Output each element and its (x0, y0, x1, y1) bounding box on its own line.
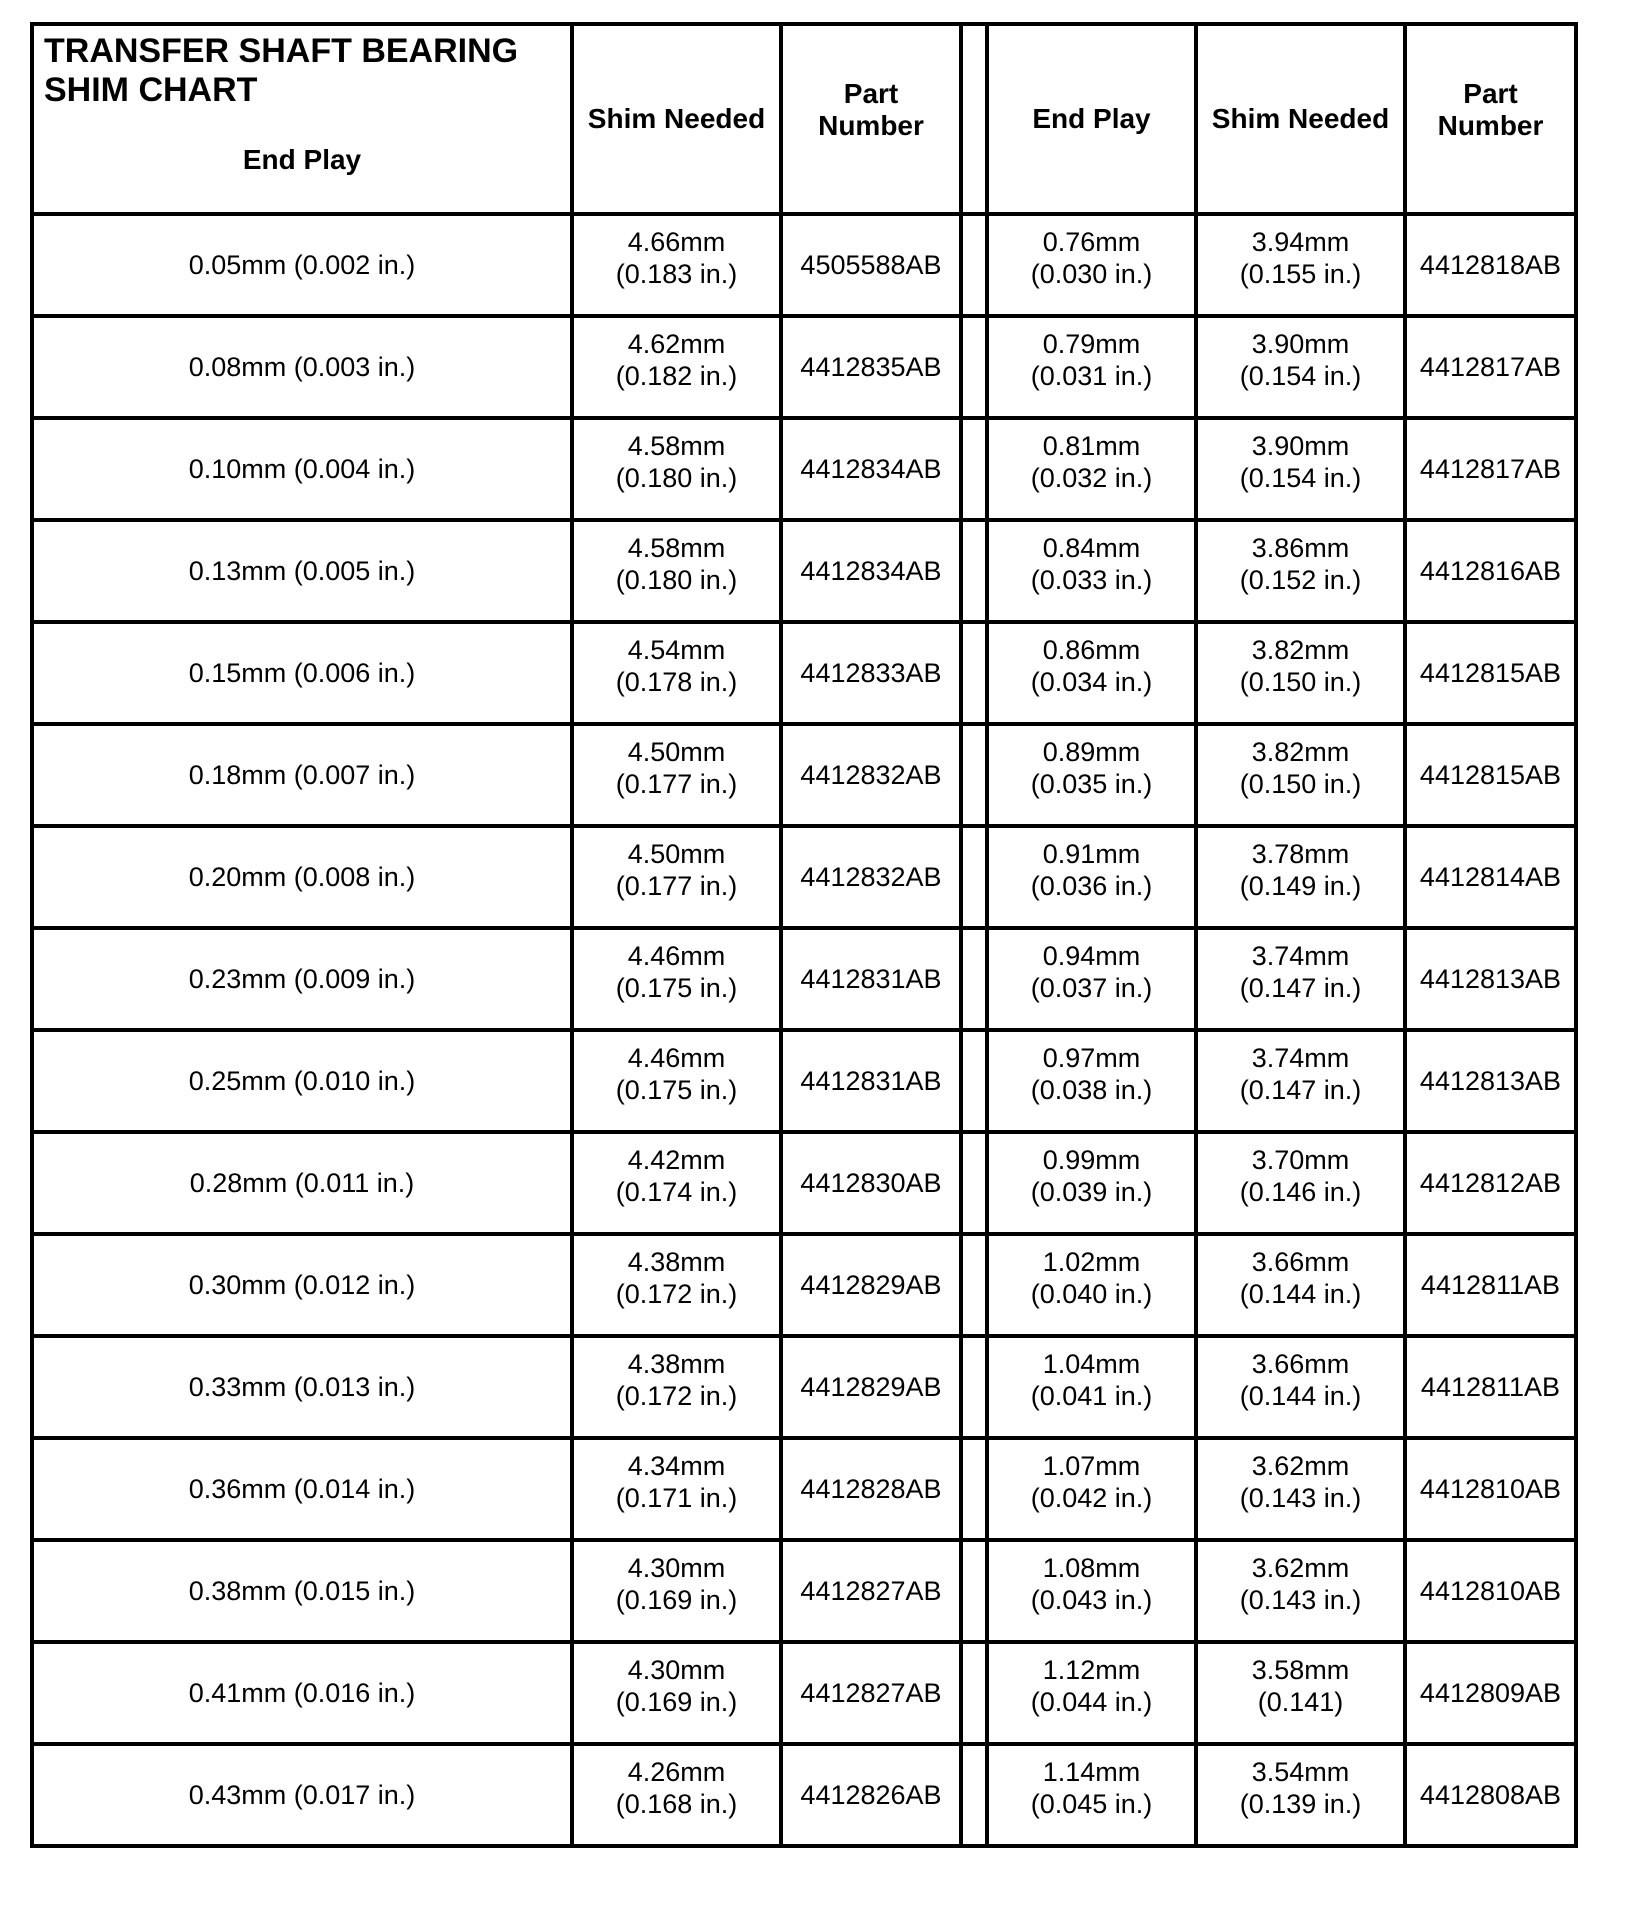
column-divider (961, 622, 987, 724)
end-play-cell (32, 418, 572, 520)
end-play-mm-value: 1.08mm (1042, 1553, 1141, 1583)
shim-mm-value: 4.38mm (627, 1349, 726, 1379)
part-number-cell (781, 826, 961, 928)
end-play-cell (987, 214, 1196, 316)
shim-needed-cell (572, 214, 781, 316)
end-play-cell (32, 1438, 572, 1540)
end-play-mm-value: 1.12mm (1042, 1655, 1141, 1685)
table-row (32, 1132, 1576, 1234)
column-divider (961, 1438, 987, 1540)
shim-in-value: (0.152 in.) (1239, 565, 1362, 595)
part-number-cell (1405, 1030, 1576, 1132)
shim-in-value: (0.172 in.) (615, 1279, 738, 1309)
part-number-cell (781, 1234, 961, 1336)
shim-in-value: (0.150 in.) (1239, 667, 1362, 697)
part-number-value: 4412829AB (800, 1372, 942, 1402)
shim-in-value: (0.175 in.) (615, 1075, 738, 1105)
column-divider (961, 724, 987, 826)
part-number-value: 4412828AB (800, 1474, 942, 1504)
part-number-value: 4412834AB (800, 454, 942, 484)
shim-in-value: (0.144 in.) (1239, 1279, 1362, 1309)
part-number-cell (1405, 1336, 1576, 1438)
part-number-cell (781, 1642, 961, 1744)
end-play-cell (987, 1438, 1196, 1540)
shim-in-value: (0.139 in.) (1239, 1789, 1362, 1819)
end-play-in-value: (0.037 in.) (1030, 973, 1153, 1003)
column-divider (961, 928, 987, 1030)
end-play-cell (32, 1642, 572, 1744)
part-number-cell (1405, 928, 1576, 1030)
table-row (32, 520, 1576, 622)
shim-mm-value: 3.66mm (1251, 1247, 1350, 1277)
shim-in-value: (0.183 in.) (615, 259, 738, 289)
shim-mm-value: 4.58mm (627, 431, 726, 461)
shim-mm-value: 4.50mm (627, 737, 726, 767)
shim-needed-cell (572, 418, 781, 520)
part-number-cell (781, 1438, 961, 1540)
shim-mm-value: 4.58mm (627, 533, 726, 563)
table-row (32, 418, 1576, 520)
table-row (32, 1438, 1576, 1540)
part-number-cell (781, 622, 961, 724)
table-row (32, 316, 1576, 418)
end-play-mm-value: 0.86mm (1042, 635, 1141, 665)
end-play-mm-value: 0.99mm (1042, 1145, 1141, 1175)
part-number-value: 4412832AB (800, 760, 942, 790)
end-play-value: 0.15mm (0.006 in.) (188, 658, 416, 688)
end-play-cell (32, 1030, 572, 1132)
part-number-value: 4412814AB (1419, 862, 1562, 892)
part-number-cell (781, 316, 961, 418)
end-play-value: 0.38mm (0.015 in.) (188, 1576, 416, 1606)
part-number-value: 4412810AB (1419, 1474, 1562, 1504)
end-play-in-value: (0.041 in.) (1030, 1381, 1153, 1411)
table-row (32, 826, 1576, 928)
shim-in-value: (0.155 in.) (1239, 259, 1362, 289)
part-number-cell (781, 1132, 961, 1234)
end-play-value: 0.25mm (0.010 in.) (188, 1066, 416, 1096)
table-row (32, 724, 1576, 826)
end-play-cell (987, 1540, 1196, 1642)
end-play-cell (32, 928, 572, 1030)
shim-in-value: (0.149 in.) (1239, 871, 1362, 901)
header-end-play-right (987, 24, 1196, 214)
column-divider (961, 1642, 987, 1744)
shim-in-value: (0.180 in.) (615, 565, 738, 595)
end-play-cell (987, 520, 1196, 622)
table-row (32, 1642, 1576, 1744)
part-number-cell (781, 724, 961, 826)
table-row (32, 1540, 1576, 1642)
shim-mm-value: 4.34mm (627, 1451, 726, 1481)
end-play-value: 0.41mm (0.016 in.) (188, 1678, 416, 1708)
shim-needed-cell (572, 622, 781, 724)
end-play-cell (987, 826, 1196, 928)
shim-needed-cell (1196, 1132, 1405, 1234)
end-play-cell (32, 826, 572, 928)
table-row (32, 1234, 1576, 1336)
end-play-mm-value: 0.91mm (1042, 839, 1141, 869)
part-number-value: 4412815AB (1419, 658, 1562, 688)
shim-in-value: (0.143 in.) (1239, 1483, 1362, 1513)
shim-in-value: (0.182 in.) (615, 361, 738, 391)
part-number-value: 4412812AB (1419, 1168, 1562, 1198)
shim-in-value: (0.174 in.) (615, 1177, 738, 1207)
end-play-in-value: (0.039 in.) (1030, 1177, 1153, 1207)
end-play-value: 0.43mm (0.017 in.) (188, 1780, 416, 1810)
shim-in-value: (0.177 in.) (615, 871, 738, 901)
end-play-cell (987, 316, 1196, 418)
part-number-cell (781, 1030, 961, 1132)
end-play-in-value: (0.040 in.) (1030, 1279, 1153, 1309)
shim-in-value: (0.141) (1257, 1687, 1344, 1717)
shim-needed-cell (1196, 418, 1405, 520)
shim-mm-value: 4.30mm (627, 1655, 726, 1685)
shim-needed-cell (1196, 1234, 1405, 1336)
shim-mm-value: 3.82mm (1251, 635, 1350, 665)
table-row (32, 928, 1576, 1030)
end-play-cell (987, 1030, 1196, 1132)
part-number-cell (1405, 826, 1576, 928)
shim-in-value: (0.180 in.) (615, 463, 738, 493)
table-row (32, 622, 1576, 724)
column-divider (961, 1336, 987, 1438)
end-play-in-value: (0.035 in.) (1030, 769, 1153, 799)
end-play-in-value: (0.036 in.) (1030, 871, 1153, 901)
part-number-value: 4412809AB (1419, 1678, 1562, 1708)
shim-in-value: (0.169 in.) (615, 1585, 738, 1615)
shim-needed-cell (572, 724, 781, 826)
column-divider (961, 316, 987, 418)
part-number-cell (1405, 214, 1576, 316)
shim-needed-cell (1196, 1744, 1405, 1846)
shim-mm-value: 3.86mm (1251, 533, 1350, 563)
end-play-value: 0.33mm (0.013 in.) (188, 1372, 416, 1402)
table-row (32, 1030, 1576, 1132)
end-play-cell (32, 622, 572, 724)
part-number-cell (781, 1540, 961, 1642)
shim-in-value: (0.177 in.) (615, 769, 738, 799)
shim-mm-value: 4.26mm (627, 1757, 726, 1787)
part-number-value: 4412816AB (1419, 556, 1562, 586)
shim-needed-cell (572, 1030, 781, 1132)
end-play-cell (32, 1234, 572, 1336)
shim-mm-value: 3.74mm (1251, 1043, 1350, 1073)
shim-mm-value: 3.58mm (1251, 1655, 1350, 1685)
header-part-number-right (1405, 24, 1576, 214)
part-number-value: 4412818AB (1419, 250, 1562, 280)
shim-needed-cell (1196, 1540, 1405, 1642)
shim-in-value: (0.143 in.) (1239, 1585, 1362, 1615)
end-play-cell (987, 622, 1196, 724)
part-number-cell (1405, 316, 1576, 418)
end-play-mm-value: 1.07mm (1042, 1451, 1141, 1481)
end-play-value: 0.08mm (0.003 in.) (188, 352, 416, 382)
end-play-mm-value: 0.94mm (1042, 941, 1141, 971)
column-divider (961, 826, 987, 928)
end-play-cell (987, 418, 1196, 520)
shim-in-value: (0.168 in.) (615, 1789, 738, 1819)
shim-needed-cell (572, 826, 781, 928)
column-divider (961, 1030, 987, 1132)
column-divider (961, 1744, 987, 1846)
part-number-cell (781, 418, 961, 520)
shim-mm-value: 4.66mm (627, 227, 726, 257)
end-play-mm-value: 0.84mm (1042, 533, 1141, 563)
header-shim-needed-right-label: Shim Needed (1211, 103, 1390, 134)
part-number-cell (1405, 1642, 1576, 1744)
part-number-value: 4412811AB (1420, 1372, 1561, 1402)
part-number-value: 4412831AB (800, 964, 942, 994)
shim-mm-value: 4.50mm (627, 839, 726, 869)
column-divider (961, 214, 987, 316)
end-play-value: 0.10mm (0.004 in.) (188, 454, 416, 484)
end-play-cell (987, 1234, 1196, 1336)
part-number-value: 4412826AB (800, 1780, 942, 1810)
end-play-value: 0.05mm (0.002 in.) (188, 250, 416, 280)
shim-in-value: (0.150 in.) (1239, 769, 1362, 799)
shim-in-value: (0.172 in.) (615, 1381, 738, 1411)
shim-in-value: (0.146 in.) (1239, 1177, 1362, 1207)
end-play-cell (987, 1132, 1196, 1234)
end-play-in-value: (0.042 in.) (1030, 1483, 1153, 1513)
shim-needed-cell (572, 520, 781, 622)
shim-mm-value: 3.62mm (1251, 1553, 1350, 1583)
part-number-value: 4412813AB (1419, 1066, 1562, 1096)
shim-mm-value: 3.90mm (1251, 431, 1350, 461)
shim-in-value: (0.169 in.) (615, 1687, 738, 1717)
shim-needed-cell (1196, 316, 1405, 418)
shim-needed-cell (1196, 1438, 1405, 1540)
header-shim-needed-right (1196, 24, 1405, 214)
part-number-value: 4412811AB (1420, 1270, 1561, 1300)
column-divider (961, 1540, 987, 1642)
shim-mm-value: 3.54mm (1251, 1757, 1350, 1787)
end-play-cell (32, 1336, 572, 1438)
part-number-value: 4412832AB (800, 862, 942, 892)
shim-needed-cell (572, 1336, 781, 1438)
column-divider (961, 418, 987, 520)
end-play-value: 0.18mm (0.007 in.) (188, 760, 416, 790)
shim-mm-value: 4.46mm (627, 1043, 726, 1073)
chart-title: TRANSFER SHAFT BEARING SHIM CHART (44, 32, 519, 109)
shim-in-value: (0.171 in.) (615, 1483, 738, 1513)
part-number-value: 4412810AB (1419, 1576, 1562, 1606)
part-number-cell (781, 214, 961, 316)
end-play-cell (32, 316, 572, 418)
part-number-value: 4412829AB (800, 1270, 942, 1300)
end-play-in-value: (0.044 in.) (1030, 1687, 1153, 1717)
end-play-in-value: (0.032 in.) (1030, 463, 1153, 493)
shim-in-value: (0.178 in.) (615, 667, 738, 697)
part-number-value: 4412817AB (1419, 352, 1562, 382)
shim-mm-value: 4.62mm (627, 329, 726, 359)
part-number-value: 4412827AB (800, 1576, 942, 1606)
header-end-play-left: End Play (242, 144, 362, 175)
end-play-cell (32, 214, 572, 316)
header-row (32, 24, 1576, 214)
shim-needed-cell (572, 1132, 781, 1234)
header-part-number-left-label: Part Number (818, 78, 924, 141)
shim-needed-cell (1196, 1030, 1405, 1132)
part-number-value: 4412831AB (800, 1066, 942, 1096)
shim-mm-value: 3.90mm (1251, 329, 1350, 359)
end-play-cell (32, 1540, 572, 1642)
part-number-cell (781, 1336, 961, 1438)
end-play-value: 0.28mm (0.011 in.) (189, 1168, 415, 1198)
column-divider (961, 520, 987, 622)
part-number-value: 4412835AB (800, 352, 942, 382)
part-number-value: 4412813AB (1419, 964, 1562, 994)
part-number-cell (781, 1744, 961, 1846)
shim-needed-cell (1196, 826, 1405, 928)
part-number-cell (1405, 418, 1576, 520)
header-shim-needed-left (572, 24, 781, 214)
shim-needed-cell (572, 928, 781, 1030)
end-play-cell (987, 928, 1196, 1030)
shim-in-value: (0.154 in.) (1239, 463, 1362, 493)
shim-needed-cell (1196, 622, 1405, 724)
end-play-cell (32, 1132, 572, 1234)
shim-needed-cell (572, 1540, 781, 1642)
end-play-in-value: (0.033 in.) (1030, 565, 1153, 595)
column-divider (961, 24, 987, 214)
shim-needed-cell (572, 1234, 781, 1336)
part-number-cell (1405, 1540, 1576, 1642)
part-number-value: 4505588AB (800, 250, 942, 280)
shim-mm-value: 4.38mm (627, 1247, 726, 1277)
end-play-cell (32, 1744, 572, 1846)
shim-in-value: (0.154 in.) (1239, 361, 1362, 391)
end-play-in-value: (0.043 in.) (1030, 1585, 1153, 1615)
part-number-value: 4412833AB (800, 658, 942, 688)
shim-mm-value: 4.30mm (627, 1553, 726, 1583)
part-number-value: 4412834AB (800, 556, 942, 586)
shim-in-value: (0.175 in.) (615, 973, 738, 1003)
part-number-cell (1405, 622, 1576, 724)
end-play-in-value: (0.038 in.) (1030, 1075, 1153, 1105)
shim-needed-cell (572, 1744, 781, 1846)
end-play-mm-value: 0.97mm (1042, 1043, 1141, 1073)
header-part-number-right-label: Part Number (1437, 78, 1544, 141)
end-play-mm-value: 0.76mm (1042, 227, 1141, 257)
part-number-cell (1405, 724, 1576, 826)
shim-mm-value: 3.70mm (1251, 1145, 1350, 1175)
shim-mm-value: 4.54mm (627, 635, 726, 665)
end-play-in-value: (0.034 in.) (1030, 667, 1153, 697)
shim-needed-cell (1196, 520, 1405, 622)
shim-mm-value: 4.46mm (627, 941, 726, 971)
part-number-value: 4412827AB (800, 1678, 942, 1708)
shim-mm-value: 3.66mm (1251, 1349, 1350, 1379)
table-row (32, 214, 1576, 316)
part-number-cell (1405, 1744, 1576, 1846)
column-divider (961, 1132, 987, 1234)
header-end-play-right-label: End Play (1032, 103, 1151, 134)
part-number-cell (1405, 1438, 1576, 1540)
shim-mm-value: 3.62mm (1251, 1451, 1350, 1481)
end-play-value: 0.30mm (0.012 in.) (188, 1270, 416, 1300)
part-number-value: 4412830AB (800, 1168, 942, 1198)
part-number-value: 4412808AB (1419, 1780, 1562, 1810)
part-number-cell (1405, 1234, 1576, 1336)
end-play-cell (32, 724, 572, 826)
shim-needed-cell (572, 316, 781, 418)
end-play-mm-value: 1.02mm (1042, 1247, 1141, 1277)
end-play-mm-value: 1.04mm (1042, 1349, 1141, 1379)
end-play-mm-value: 0.89mm (1042, 737, 1141, 767)
table-row (32, 1336, 1576, 1438)
end-play-cell (987, 1642, 1196, 1744)
header-shim-needed-left-label: Shim Needed (587, 103, 766, 134)
table-row (32, 1744, 1576, 1846)
part-number-cell (1405, 520, 1576, 622)
end-play-value: 0.13mm (0.005 in.) (188, 556, 416, 586)
shim-needed-cell (1196, 1642, 1405, 1744)
shim-needed-cell (1196, 724, 1405, 826)
end-play-cell (987, 1744, 1196, 1846)
shim-in-value: (0.144 in.) (1239, 1381, 1362, 1411)
end-play-cell (987, 724, 1196, 826)
end-play-in-value: (0.045 in.) (1030, 1789, 1153, 1819)
end-play-mm-value: 0.79mm (1042, 329, 1141, 359)
column-divider (961, 1234, 987, 1336)
shim-in-value: (0.147 in.) (1239, 973, 1362, 1003)
part-number-cell (781, 928, 961, 1030)
end-play-in-value: (0.031 in.) (1030, 361, 1153, 391)
shim-mm-value: 4.42mm (627, 1145, 726, 1175)
header-part-number-left (781, 24, 961, 214)
end-play-value: 0.36mm (0.014 in.) (188, 1474, 416, 1504)
shim-needed-cell (572, 1438, 781, 1540)
shim-needed-cell (1196, 928, 1405, 1030)
part-number-value: 4412817AB (1419, 454, 1562, 484)
part-number-cell (781, 520, 961, 622)
shim-mm-value: 3.78mm (1251, 839, 1350, 869)
part-number-value: 4412815AB (1419, 760, 1562, 790)
end-play-cell (32, 520, 572, 622)
end-play-mm-value: 1.14mm (1042, 1757, 1141, 1787)
shim-needed-cell (572, 1642, 781, 1744)
shim-needed-cell (1196, 214, 1405, 316)
shim-mm-value: 3.82mm (1251, 737, 1350, 767)
shim-mm-value: 3.74mm (1251, 941, 1350, 971)
end-play-cell (987, 1336, 1196, 1438)
title-cell (32, 24, 572, 214)
end-play-in-value: (0.030 in.) (1030, 259, 1153, 289)
shim-mm-value: 3.94mm (1251, 227, 1350, 257)
end-play-mm-value: 0.81mm (1042, 431, 1141, 461)
shim-in-value: (0.147 in.) (1239, 1075, 1362, 1105)
shim-needed-cell (1196, 1336, 1405, 1438)
end-play-value: 0.23mm (0.009 in.) (188, 964, 416, 994)
end-play-value: 0.20mm (0.008 in.) (188, 862, 416, 892)
shim-chart-table (30, 22, 1578, 1848)
part-number-cell (1405, 1132, 1576, 1234)
